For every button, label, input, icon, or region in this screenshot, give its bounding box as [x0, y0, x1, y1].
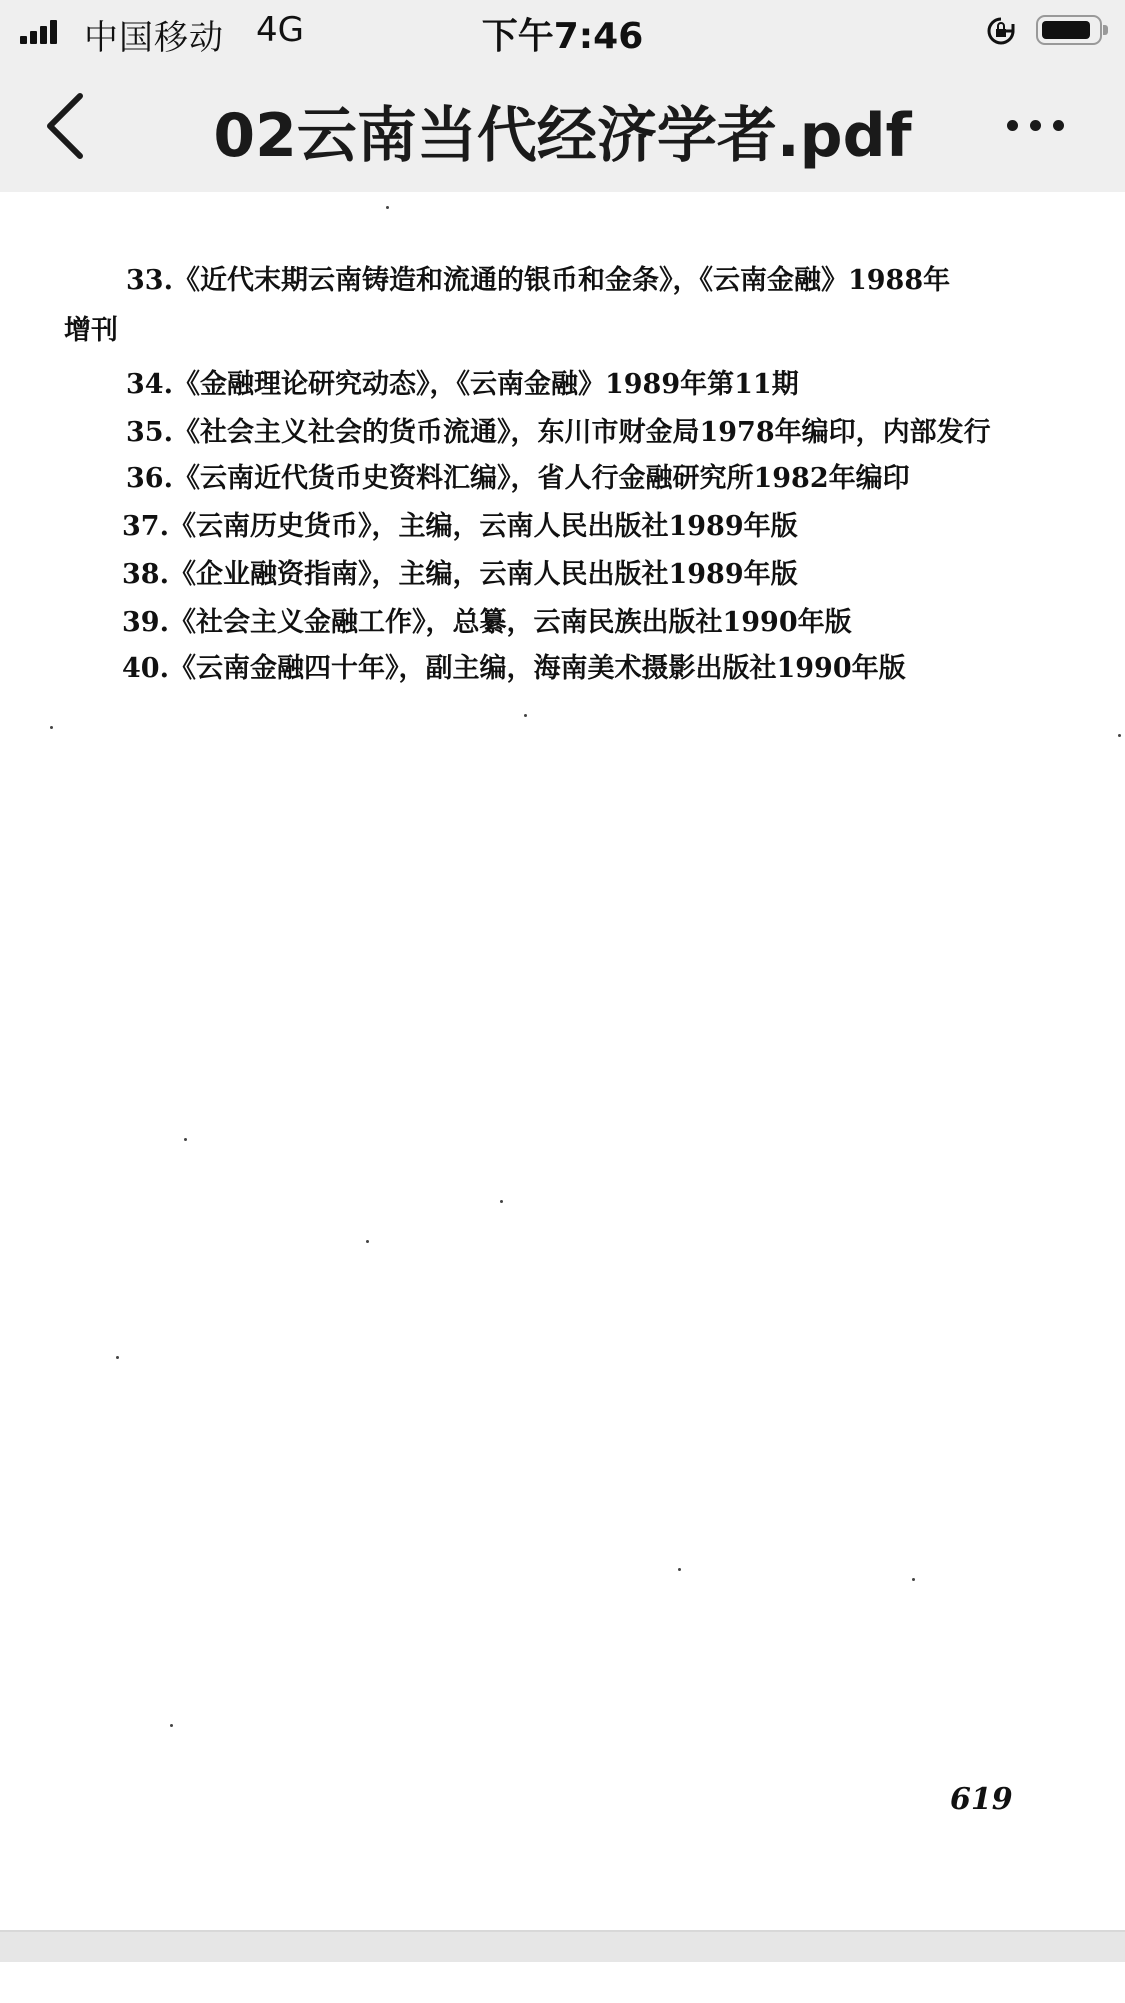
scan-speck [386, 206, 389, 209]
network-label: 4G [256, 10, 304, 50]
scan-speck [170, 1724, 173, 1727]
list-item: 34.《金融理论研究动态》，《云南金融》1989年第11期 [126, 369, 799, 400]
rotation-lock-icon [986, 16, 1016, 46]
scan-speck [116, 1356, 119, 1359]
scan-speck [50, 726, 53, 729]
pdf-page[interactable] [0, 192, 1125, 1930]
bottom-toolbar [0, 1930, 1125, 2003]
list-item: 35.《社会主义社会的货币流通》，东川市财金局1978年编印，内部发行 [126, 417, 991, 448]
page-number: 619 [950, 1782, 1013, 1817]
scan-speck [912, 1578, 915, 1581]
list-item: 36.《云南近代货币史资料汇编》，省人行金融研究所1982年编印 [126, 463, 910, 494]
carrier-label: 中国移动 [84, 18, 224, 58]
status-bar [0, 0, 1125, 60]
scan-speck [366, 1240, 369, 1243]
list-item: 40.《云南金融四十年》，副主编，海南美术摄影出版社1990年版 [122, 653, 906, 684]
more-button[interactable] [990, 100, 1080, 150]
list-item: 39.《社会主义金融工作》，总纂，云南民族出版社1990年版 [122, 607, 852, 638]
scan-speck [678, 1568, 681, 1571]
scan-speck [184, 1138, 187, 1141]
battery-icon [1036, 15, 1102, 45]
more-dots-icon [1007, 120, 1018, 131]
navigation-bar [0, 60, 1125, 192]
back-button[interactable] [40, 88, 100, 164]
list-item: 37.《云南历史货币》，主编，云南人民出版社1989年版 [122, 511, 798, 542]
list-item-continuation: 增刊 [64, 315, 118, 346]
list-item: 33.《近代末期云南铸造和流通的银币和金条》，《云南金融》1988年 [126, 265, 951, 296]
scan-speck [500, 1200, 503, 1203]
scan-speck [524, 714, 527, 717]
clock: 下午7:46 [481, 16, 644, 57]
list-item: 38.《企业融资指南》，主编，云南人民出版社1989年版 [122, 559, 798, 590]
chevron-left-icon [40, 88, 100, 164]
document-title: 02云南当代经济学者.pdf [213, 101, 912, 171]
scan-speck [1118, 734, 1121, 737]
